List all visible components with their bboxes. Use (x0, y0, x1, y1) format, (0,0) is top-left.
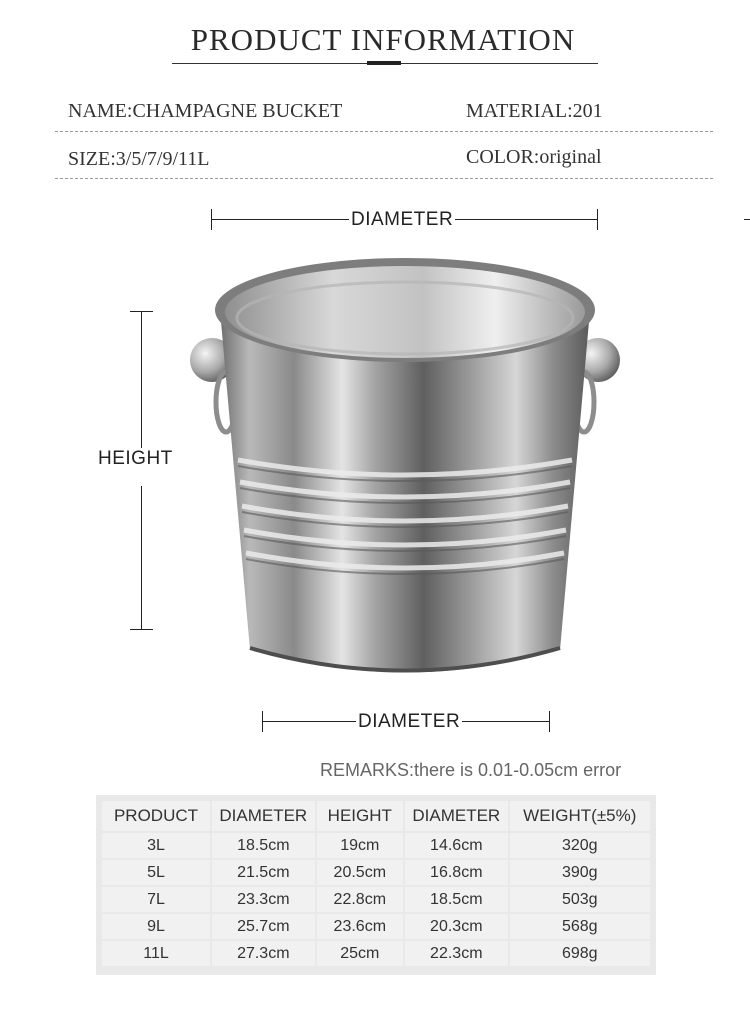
top-diameter-label: DIAMETER (351, 209, 454, 230)
table-row (102, 914, 650, 939)
table-cell: 14.6cm (405, 833, 508, 858)
table-cell: 18.5cm (405, 887, 508, 912)
spec-size: SIZE:3/5/7/9/11L (68, 148, 210, 170)
spec-name: NAME:CHAMPAGNE BUCKET (68, 100, 343, 122)
column-header-product: PRODUCT (102, 801, 210, 831)
bucket-interior (225, 266, 585, 358)
table-cell: 16.8cm (405, 860, 508, 885)
table-cell: 19cm (317, 833, 403, 858)
dimension-tick (130, 629, 153, 630)
bucket-body (220, 310, 590, 673)
table-cell: 20.3cm (405, 914, 508, 939)
table-cell: 698g (510, 941, 650, 966)
table-cell: 568g (510, 914, 650, 939)
table-cell: 21.5cm (212, 860, 315, 885)
spec-divider (55, 131, 713, 132)
remarks-text: REMARKS:there is 0.01-0.05cm error (320, 760, 622, 780)
dimension-tick (211, 209, 212, 230)
table-cell: 390g (510, 860, 650, 885)
table-cell: 25.7cm (212, 914, 315, 939)
table-cell: 20.5cm (317, 860, 403, 885)
height-line-lower (141, 486, 142, 630)
spec-divider (55, 178, 713, 179)
table-row (102, 860, 650, 885)
spec-material: MATERIAL:201 (466, 100, 603, 122)
table-cell: 23.6cm (317, 914, 403, 939)
spec-color: COLOR:original (466, 146, 602, 168)
dimension-tick (130, 311, 153, 312)
dimension-tick (262, 711, 263, 732)
table-cell: 7L (102, 887, 210, 912)
height-line-upper (141, 311, 142, 448)
size-table-panel (96, 795, 656, 975)
table-cell: 320g (510, 833, 650, 858)
table-row (102, 887, 650, 912)
table-cell: 9L (102, 914, 210, 939)
table-header-row (102, 801, 650, 831)
table-cell: 22.3cm (405, 941, 508, 966)
dimension-tick (549, 711, 550, 732)
table-cell: 27.3cm (212, 941, 315, 966)
table-cell: 22.8cm (317, 887, 403, 912)
height-label: HEIGHT (98, 448, 173, 469)
column-header-height: HEIGHT (317, 801, 403, 831)
table-cell: 23.3cm (212, 887, 315, 912)
table-cell: 5L (102, 860, 210, 885)
table-cell: 503g (510, 887, 650, 912)
size-table (100, 799, 652, 968)
table-row (102, 941, 650, 966)
page-title: PRODUCT INFORMATION (190, 22, 576, 57)
column-header-weight: WEIGHT(±5%) (510, 801, 650, 831)
bottom-diameter-label: DIAMETER (358, 711, 461, 732)
dimension-tick (597, 209, 598, 230)
column-header-bottom-diameter: DIAMETER (405, 801, 508, 831)
table-row (102, 833, 650, 858)
title-accent-bar (367, 61, 401, 65)
table-cell: 3L (102, 833, 210, 858)
table-cell: 18.5cm (212, 833, 315, 858)
table-cell: 11L (102, 941, 210, 966)
column-header-diameter: DIAMETER (212, 801, 315, 831)
champagne-bucket-image (180, 250, 630, 700)
edge-mark (744, 219, 750, 220)
table-cell: 25cm (317, 941, 403, 966)
